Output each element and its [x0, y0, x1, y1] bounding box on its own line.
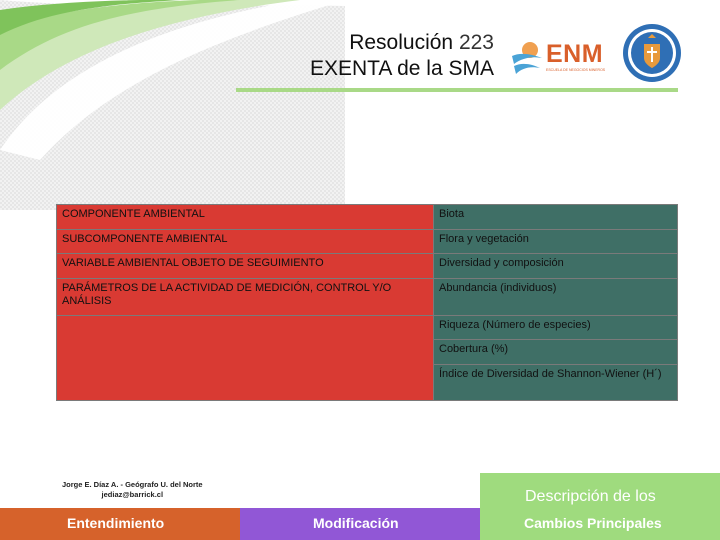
enm-logo	[510, 36, 610, 78]
title-line2: EXENTA de la SMA	[309, 57, 494, 80]
university-seal-logo	[622, 22, 682, 84]
resolution-number: 223	[458, 31, 494, 54]
decorative-swirl	[0, 0, 345, 210]
title-underline	[236, 88, 678, 92]
table-row	[57, 229, 678, 254]
table-cell-left-empty	[57, 315, 434, 400]
table-cell-right: Biota	[434, 205, 678, 230]
table-row	[57, 278, 678, 315]
table-cell-left: SUBCOMPONENTE AMBIENTAL	[57, 229, 434, 254]
table-cell-right: Flora y vegetación	[434, 229, 678, 254]
table-row	[57, 315, 678, 340]
table-cell-right: Índice de Diversidad de Shannon-Wiener (H´)	[434, 365, 678, 401]
table-cell-right: Abundancia (individuos)	[434, 278, 678, 315]
author-credit	[62, 480, 203, 500]
table-cell-right: Riqueza (Número de especies)	[434, 315, 678, 340]
table-row	[57, 205, 678, 230]
table-cell-left: VARIABLE AMBIENTAL OBJETO DE SEGUIMIENTO	[57, 254, 434, 279]
enm-logo-subtitle: ESCUELA DE NEGOCIOS MINEROS	[546, 68, 606, 72]
table-cell-right: Diversidad y composición	[434, 254, 678, 279]
tab-descripcion-label-line1[interactable]: Descripción de los	[525, 488, 656, 505]
enm-swoosh-icon	[510, 36, 544, 76]
author-email: jediaz@barrick.cl	[101, 490, 164, 499]
author-name: Jorge E. Díaz A. - Geógrafo U. del Norte	[62, 480, 203, 489]
tab-entendimiento-label[interactable]: Entendimiento	[67, 515, 165, 531]
title-word: Resolución	[349, 31, 454, 54]
table-row	[57, 254, 678, 279]
enm-logo-text: ENM	[546, 40, 604, 68]
parameters-table	[56, 204, 678, 401]
table-cell-left: PARÁMETROS DE LA ACTIVIDAD DE MEDICIÓN, CONTROL Y/O ANÁLISIS	[57, 278, 434, 315]
table-cell-left: COMPONENTE AMBIENTAL	[57, 205, 434, 230]
table-cell-right: Cobertura (%)	[434, 340, 678, 365]
tab-modificacion-label[interactable]: Modificación	[313, 515, 399, 531]
page-title	[310, 30, 494, 82]
tab-descripcion-label-line2[interactable]: Cambios Principales	[524, 515, 662, 531]
